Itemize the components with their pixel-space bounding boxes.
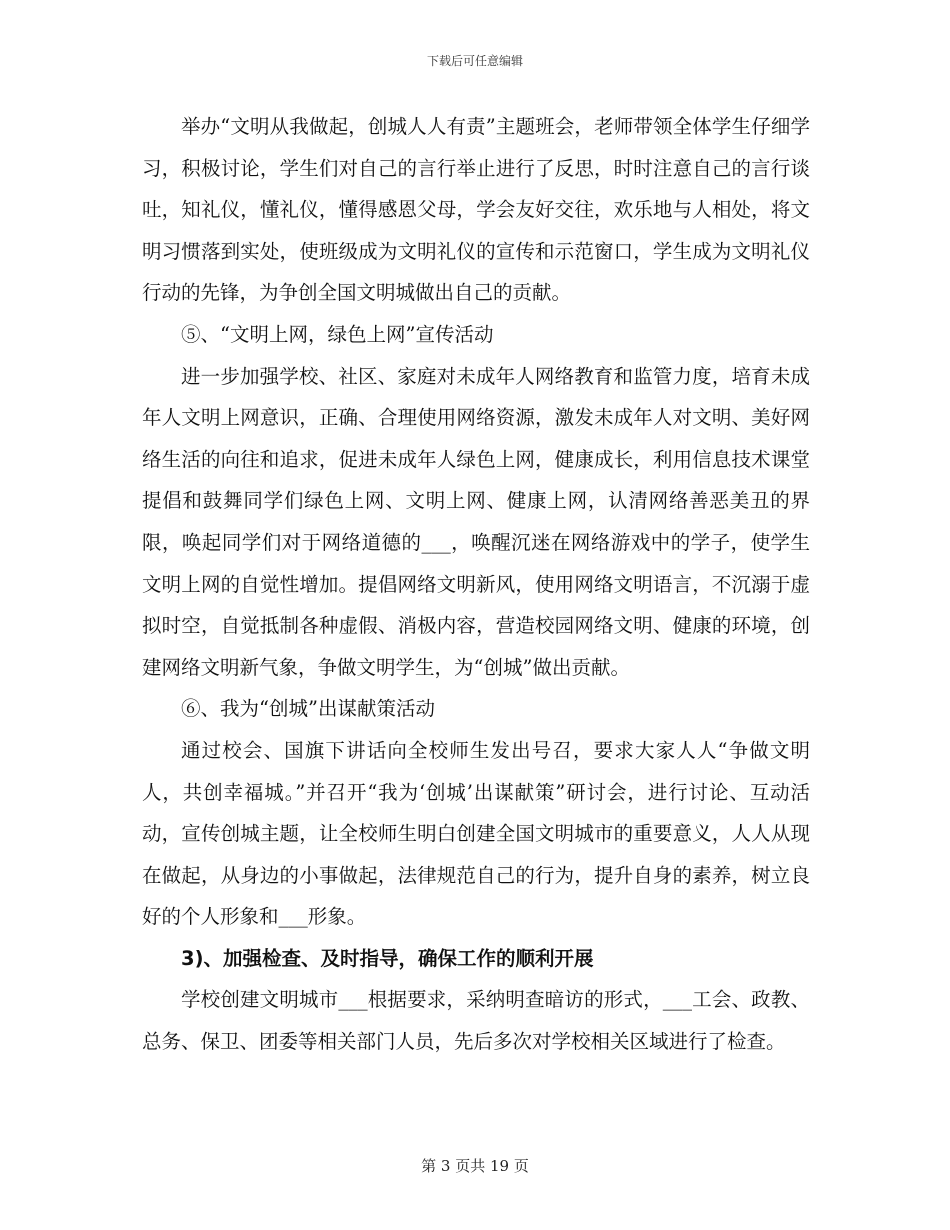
heading-suggestions-activity: ⑥、我为“创城”出谋献策活动 <box>181 697 435 721</box>
document-body <box>142 106 810 1063</box>
page-number: 第 3 页共 19 页 <box>421 1157 529 1175</box>
paragraph-suggestions-activity: 通过校会、国旗下讲话向全校师生发出号召，要求大家人人“争做文明人，共创幸福城。”并召开“我为‘创城’出谋献策”研讨会，进行讨论、互动活动，宣传创城主题，让全校师生明白创建全国文明城市的重要意义，人人从现在做起，从身边的小事做起，法律规范自己的行为，提升自身的素养，树立良好的个人形象和___形象。 <box>142 738 810 929</box>
section-heading-inspection: 3)、加强检查、及时指导，确保工作的顺利开展 <box>181 946 594 970</box>
paragraph-civilized-internet: 进一步加强学校、社区、家庭对未成年人网络教育和监管力度，培育未成年人文明上网意识，正确、合理使用网络资源，激发未成年人对文明、美好网络生活的向往和追求，促进未成年人绿色上网，健康成长，利用信息技术课堂提倡和鼓舞同学们绿色上网、文明上网、健康上网，认清网络善恶美丑的界限，唤起同学们对于网络道德的___，唤醒沉迷在网络游戏中的学子，使学生文明上网的自觉性增加。提倡网络文明新风，使用网络文明语言，不沉溺于虚拟时空，自觉抵制各种虚假、消极内容，营造校园网络文明、健康的环境，创建网络文明新气象，争做文明学生，为“创城”做出贡献。 <box>142 364 810 679</box>
page-header: 下载后可任意编辑 <box>426 54 523 68</box>
paragraph-inspection: 学校创建文明城市___根据要求，采纳明查暗访的形式，___工会、政教、总务、保卫、团委等相关部门人员，先后多次对学校相关区域进行了检查。 <box>142 988 810 1054</box>
heading-civilized-internet: ⑤、“文明上网，绿色上网”宣传活动 <box>181 322 494 346</box>
paragraph-class-meeting: 举办“文明从我做起，创城人人有责”主题班会，老师带领全体学生仔细学习，积极讨论，学生们对自己的言行举止进行了反思，时时注意自己的言行谈吐，知礼仪，懂礼仪，懂得感恩父母，学会友好交往，欢乐地与人相处，将文明习惯落到实处，使班级成为文明礼仪的宣传和示范窗口，学生成为文明礼仪行动的先锋，为争创全国文明城做出自己的贡献。 <box>142 115 810 305</box>
